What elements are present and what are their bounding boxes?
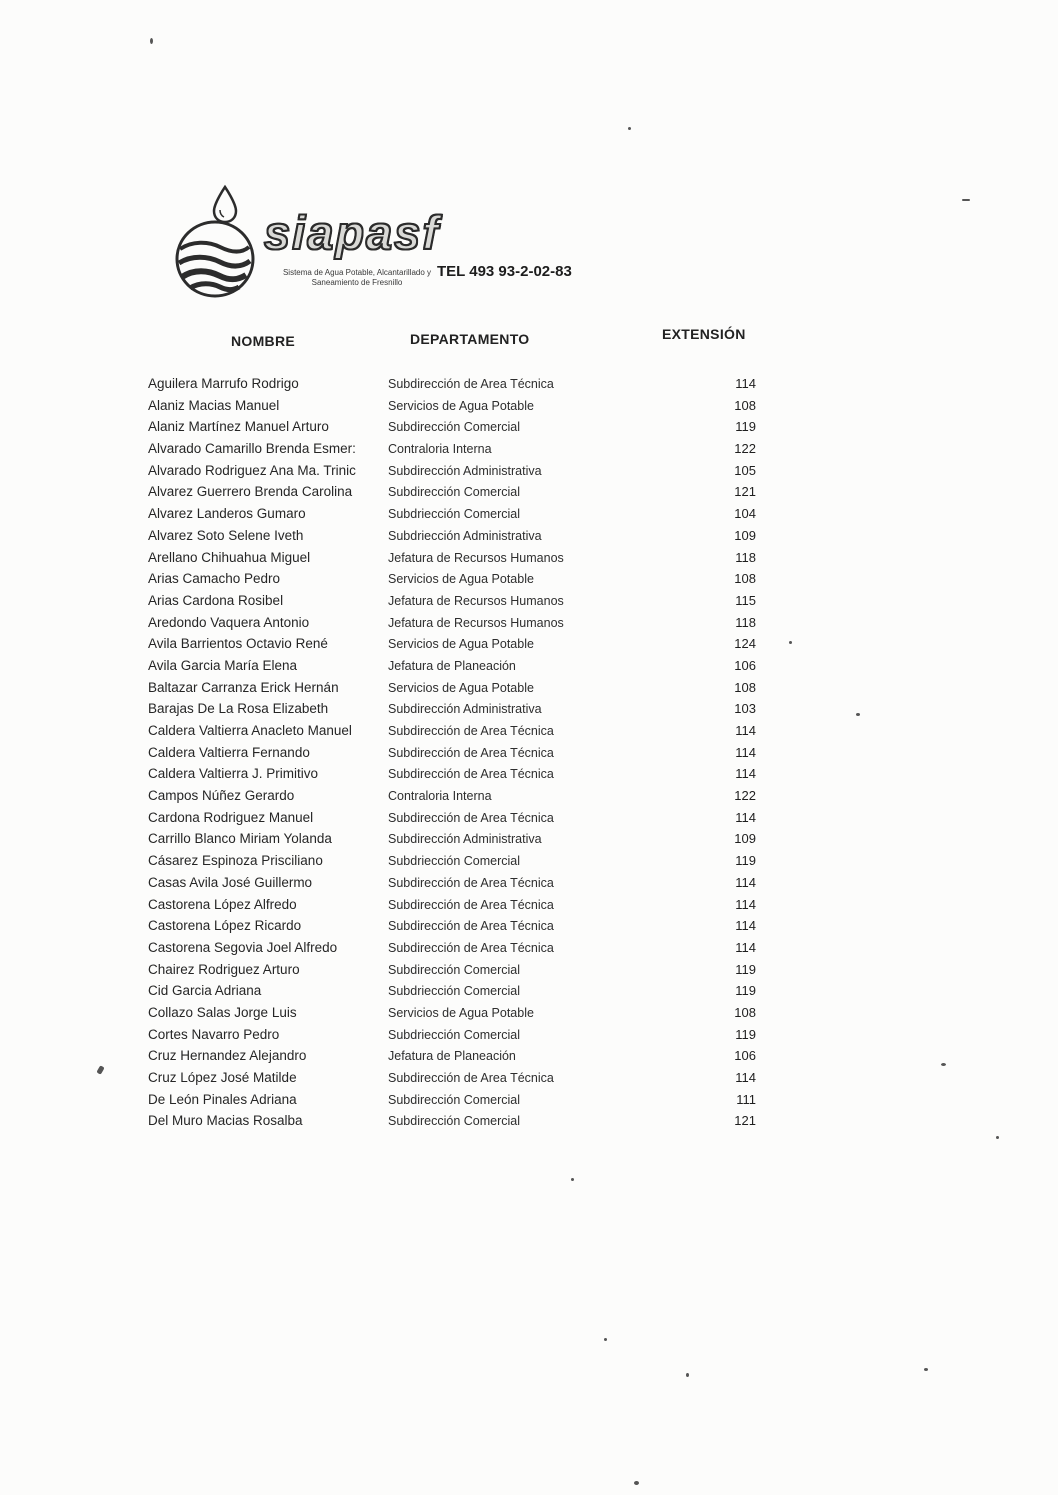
logo-tagline: Sistema de Agua Potable, Alcantarillado y Saneamiento de Fresnillo: [282, 268, 432, 287]
table-row: [148, 915, 756, 937]
cell-department: Subdirección de Area Técnica: [388, 919, 554, 934]
directory-table: [148, 373, 756, 1132]
cell-name: Alaniz Macias Manuel: [148, 397, 280, 413]
table-row: [148, 1067, 756, 1089]
cell-department: Subdirección de Area Técnica: [388, 1071, 554, 1085]
cell-name: Collazo Salas Jorge Luis: [148, 1004, 297, 1020]
cell-name: Barajas De La Rosa Elizabeth: [148, 701, 329, 717]
scan-speck: [604, 1338, 607, 1341]
scan-speck: [628, 127, 631, 130]
table-row: [148, 655, 756, 677]
scan-speck: [571, 1178, 574, 1181]
cell-department: Subdirección Comercial: [388, 420, 521, 435]
logo-wordmark: siapasf: [264, 206, 440, 259]
cell-department: Servicios de Agua Potable: [388, 637, 534, 652]
cell-name: Alvarez Landeros Gumaro: [148, 506, 306, 522]
cell-name: Castorena López Ricardo: [148, 918, 302, 934]
cell-extension: 118: [735, 614, 756, 630]
cell-name: Caldera Valtierra Anacleto Manuel: [148, 723, 352, 738]
table-row: [148, 612, 756, 634]
cell-name: Casas Avila José Guillermo: [148, 874, 313, 890]
cell-extension: 114: [735, 1070, 756, 1085]
cell-department: Servicios de Agua Potable: [388, 572, 534, 587]
cell-department: Subdirección de Area Técnica: [388, 810, 554, 825]
cell-department: Subdirección Comercial: [388, 485, 521, 500]
cell-extension: 122: [734, 788, 756, 804]
cell-extension: 122: [734, 441, 756, 457]
table-row: [148, 763, 756, 785]
scan-speck: [924, 1368, 928, 1371]
column-header-nombre: NOMBRE: [231, 333, 296, 349]
table-row: [148, 395, 756, 417]
cell-name: Arias Camacho Pedro: [148, 571, 281, 587]
cell-extension: 121: [734, 484, 756, 500]
cell-extension: 114: [735, 744, 756, 760]
cell-name: Cásarez Espinoza Prisciliano: [148, 853, 323, 869]
cell-department: Subdirección de Area Técnica: [388, 875, 554, 890]
scan-speck: [96, 1065, 104, 1074]
cell-extension: 104: [734, 506, 756, 522]
siapasf-logo-icon: [168, 183, 272, 301]
scan-speck: [686, 1373, 689, 1377]
table-row: [148, 742, 756, 764]
table-row: [148, 807, 756, 829]
scan-speck: [856, 713, 860, 716]
cell-extension: 119: [735, 419, 756, 435]
cell-department: Subdirección Comercial: [388, 962, 521, 977]
phone-number: TEL 493 93-2-02-83: [437, 263, 572, 280]
cell-department: Subdirección de Area Técnica: [388, 377, 554, 391]
cell-department: Subdirección de Area Técnica: [388, 940, 554, 955]
cell-name: Alvarez Soto Selene Iveth: [148, 527, 304, 543]
cell-extension: 105: [734, 462, 756, 478]
cell-department: Jefatura de Recursos Humanos: [388, 550, 564, 565]
cell-extension: 119: [735, 983, 756, 999]
cell-name: Avila Garcia María Elena: [148, 657, 298, 673]
cell-department: Contraloria Interna: [388, 789, 492, 804]
table-row: [148, 980, 756, 1002]
cell-extension: 111: [736, 1091, 756, 1107]
table-row: [148, 698, 756, 720]
cell-name: Cruz López José Matilde: [148, 1070, 297, 1085]
cell-name: Avila Barrientos Octavio René: [148, 636, 328, 652]
cell-extension: 119: [735, 853, 756, 869]
cell-department: Jefatura de Planeación: [388, 1049, 516, 1064]
cell-name: Cid Garcia Adriana: [148, 983, 262, 999]
cell-department: Jefatura de Recursos Humanos: [388, 593, 564, 608]
scan-speck: [996, 1136, 999, 1139]
cell-department: Subdirección Administrativa: [388, 463, 542, 478]
cell-name: Castorena Segovia Joel Alfredo: [148, 939, 338, 955]
scan-speck: [634, 1481, 639, 1485]
cell-department: Subdirección Comercial: [388, 1092, 521, 1107]
cell-name: Arellano Chihuahua Miguel: [148, 549, 311, 565]
table-row: [148, 1089, 756, 1111]
cell-department: Subdirección de Area Técnica: [388, 767, 554, 782]
cell-extension: 114: [735, 918, 756, 934]
scan-speck: [962, 199, 970, 201]
cell-extension: 114: [735, 939, 756, 955]
cell-name: Alvarado Camarillo Brenda Esmer:: [148, 441, 356, 457]
cell-name: Caldera Valtierra J. Primitivo: [148, 766, 319, 782]
scan-speck: [150, 38, 153, 44]
table-row: [148, 503, 756, 525]
cell-department: Servicios de Agua Potable: [388, 398, 534, 413]
column-header-departamento: DEPARTAMENTO: [410, 331, 530, 347]
table-row: [148, 633, 756, 655]
table-row: [148, 937, 756, 959]
table-row: [148, 872, 756, 894]
cell-department: Subdriección Comercial: [388, 507, 521, 522]
scan-speck: [789, 641, 792, 644]
cell-extension: 124: [734, 636, 756, 652]
cell-extension: 108: [734, 397, 756, 413]
table-row: [148, 568, 756, 590]
cell-department: Subdriección Comercial: [388, 854, 521, 869]
cell-extension: 115: [735, 592, 756, 608]
table-row: [148, 438, 756, 460]
cell-extension: 119: [735, 1026, 756, 1042]
cell-department: Servicios de Agua Potable: [388, 1005, 534, 1020]
cell-name: Cardona Rodriguez Manuel: [148, 809, 314, 825]
cell-name: Caldera Valtierra Fernando: [148, 744, 310, 760]
cell-department: Jefatura de Recursos Humanos: [388, 615, 564, 630]
cell-extension: 118: [735, 549, 756, 565]
table-row: [148, 785, 756, 807]
table-row: [148, 850, 756, 872]
cell-name: Cortes Navarro Pedro: [148, 1026, 280, 1042]
cell-department: Subdriección Comercial: [388, 984, 521, 999]
cell-name: De León Pinales Adriana: [148, 1091, 297, 1107]
cell-name: Campos Núñez Gerardo: [148, 788, 295, 804]
table-row: [148, 373, 756, 395]
cell-department: Subdriección Comercial: [388, 1027, 521, 1042]
cell-extension: 106: [734, 1048, 756, 1064]
cell-department: Servicios de Agua Potable: [388, 680, 534, 695]
cell-name: Alvarez Guerrero Brenda Carolina: [148, 484, 353, 500]
table-row: [148, 677, 756, 699]
cell-department: Subdirección Administrativa: [388, 832, 542, 847]
column-header-extension: EXTENSIÓN: [662, 326, 746, 342]
cell-department: Subdirección Administrativa: [388, 702, 542, 717]
cell-department: Subdirección Comercial: [388, 1114, 521, 1129]
cell-extension: 109: [734, 527, 756, 543]
table-row: [148, 1110, 756, 1132]
cell-extension: 106: [734, 657, 756, 673]
cell-name: Aguilera Marrufo Rodrigo: [148, 376, 299, 391]
cell-extension: 103: [734, 701, 756, 717]
cell-department: Subdirección de Area Técnica: [388, 724, 554, 738]
cell-extension: 121: [734, 1113, 756, 1129]
cell-department: Jefatura de Planeación: [388, 658, 516, 673]
cell-extension: 108: [734, 1004, 756, 1020]
table-row: [148, 894, 756, 916]
cell-extension: 119: [735, 961, 756, 977]
table-row: [148, 416, 756, 438]
cell-name: Castorena López Alfredo: [148, 896, 297, 912]
table-row: [148, 460, 756, 482]
table-row: [148, 547, 756, 569]
table-row: [148, 1002, 756, 1024]
cell-extension: 114: [735, 376, 756, 391]
cell-department: Subdriección Administrativa: [388, 528, 542, 543]
cell-department: Subdirección de Area Técnica: [388, 897, 554, 912]
cell-extension: 114: [735, 874, 756, 890]
cell-extension: 114: [735, 809, 756, 825]
cell-name: Chairez Rodriguez Arturo: [148, 961, 300, 977]
cell-extension: 114: [735, 723, 756, 738]
cell-name: Del Muro Macias Rosalba: [148, 1113, 303, 1129]
table-row: [148, 828, 756, 850]
cell-name: Carrillo Blanco Miriam Yolanda: [148, 831, 332, 847]
cell-name: Alvarado Rodriguez Ana Ma. Trinic: [148, 462, 356, 478]
table-row: [148, 525, 756, 547]
cell-name: Baltazar Carranza Erick Hernán: [148, 679, 339, 695]
cell-extension: 114: [735, 896, 756, 912]
cell-extension: 109: [734, 831, 756, 847]
scan-speck: [941, 1063, 946, 1066]
table-row: [148, 959, 756, 981]
cell-extension: 108: [734, 679, 756, 695]
cell-department: Subdirección de Area Técnica: [388, 745, 554, 760]
cell-name: Aredondo Vaquera Antonio: [148, 614, 310, 630]
cell-name: Arias Cardona Rosibel: [148, 592, 284, 608]
table-row: [148, 590, 756, 612]
table-row: [148, 1024, 756, 1046]
table-row: [148, 1045, 756, 1067]
cell-extension: 108: [734, 571, 756, 587]
table-row: [148, 720, 756, 742]
cell-department: Contraloria Interna: [388, 442, 492, 457]
cell-name: Alaniz Martínez Manuel Arturo: [148, 419, 329, 435]
cell-extension: 114: [735, 766, 756, 782]
cell-name: Cruz Hernandez Alejandro: [148, 1048, 307, 1064]
table-row: [148, 481, 756, 503]
